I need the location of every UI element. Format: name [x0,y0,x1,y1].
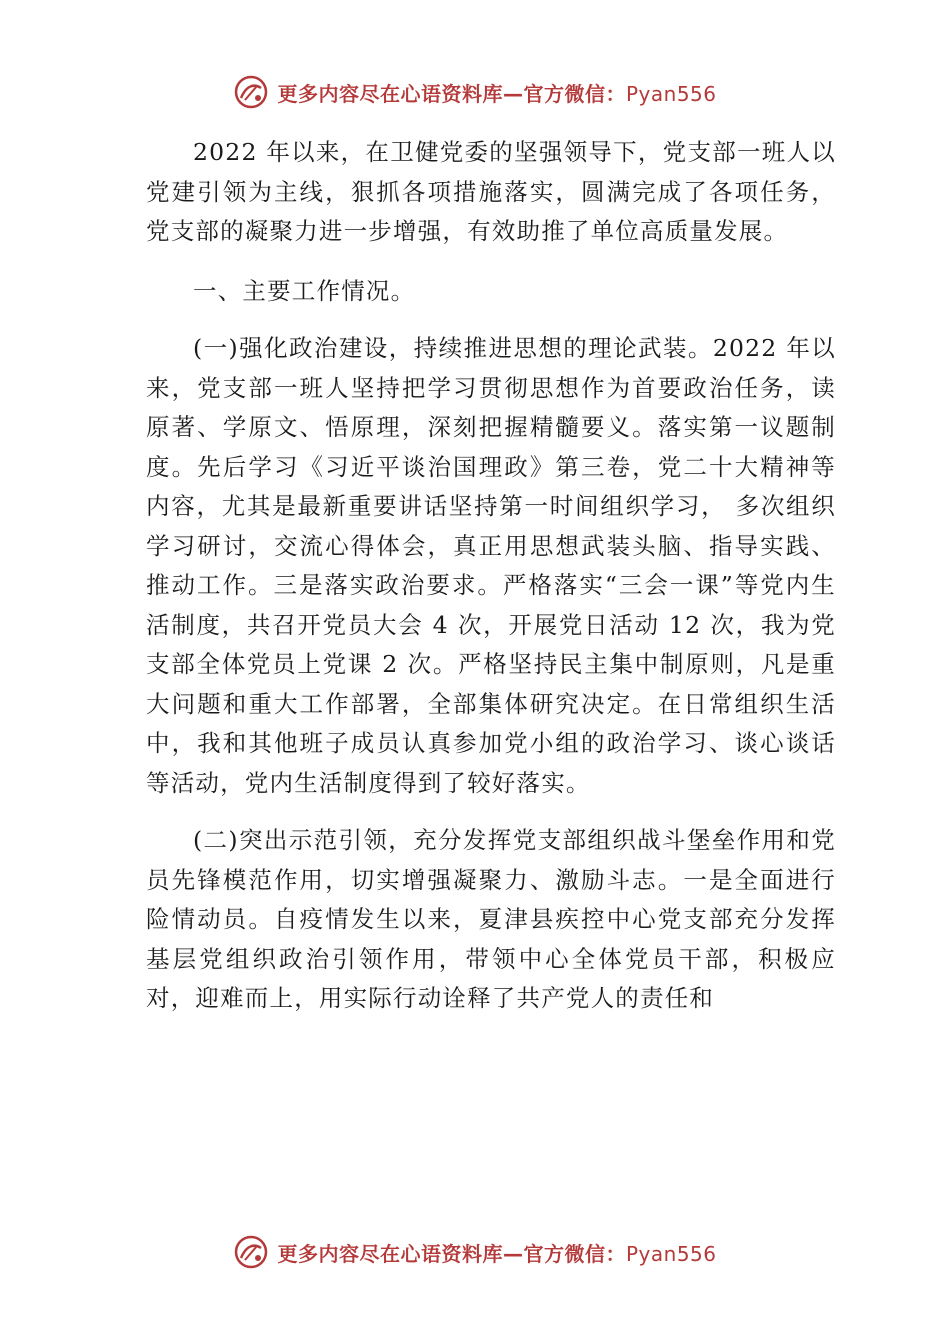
item-two-paragraph: (二)突出示范引领，充分发挥党支部组织战斗堡垒作用和党员先锋模范作用，切实增强凝聚力、激励斗志。一是全面进行险情动员。自疫情发生以来，夏津县疾控中心党支部充分发挥基层党组织政治引领作用，带领中心全体党员干部，积极应对，迎难而上，用实际行动诠释了共产党人的责任和 [146,826,836,1012]
brand-logo-icon [233,1234,269,1270]
section-heading: 一、主要工作情况。 [193,276,416,305]
header-banner [0,70,950,114]
item-one-paragraph: (一)强化政治建设，持续推进思想的理论武装。2022 年以来，党支部一班人坚持把学习贯彻思想作为首要政治任务，读原著、学原文、悟原理，深刻把握精髓要义。落实第一议题制度。先后学习《习近平谈治国理政》第三卷，党二十大精神等内容，尤其是最新重要讲话坚持第一时间组织学习， 多次组织学习研讨，交流心得体会，真正用思想武装头脑、指导实践、推动工作。三是落实政治要求。严格落实“三会一课”等党内生活制度，共召开党员大会 4 次，开展党日活动 12 次，我为党支部全体党员上党课 2 次。严格坚持民主集中制原则，凡是重大问题和重大工作部署，全部集体研究决定。在日常组织生活中，我和其他班子成员认真参加党小组的政治学习、谈心谈话等活动，党内生活制度得到了较好落实。 [146,334,836,797]
document-body [146,133,836,1019]
footer-banner-text: 更多内容尽在心语资料库—官方微信：Pyan556 [277,1241,717,1266]
brand-logo-icon [233,74,269,110]
header-banner-text: 更多内容尽在心语资料库—官方微信：Pyan556 [277,81,717,106]
footer-banner [0,1230,950,1274]
intro-paragraph: 2022 年以来，在卫健党委的坚强领导下，党支部一班人以党建引领为主线，狠抓各项措施落实，圆满完成了各项任务，党支部的凝聚力进一步增强，有效助推了单位高质量发展。 [146,138,836,245]
